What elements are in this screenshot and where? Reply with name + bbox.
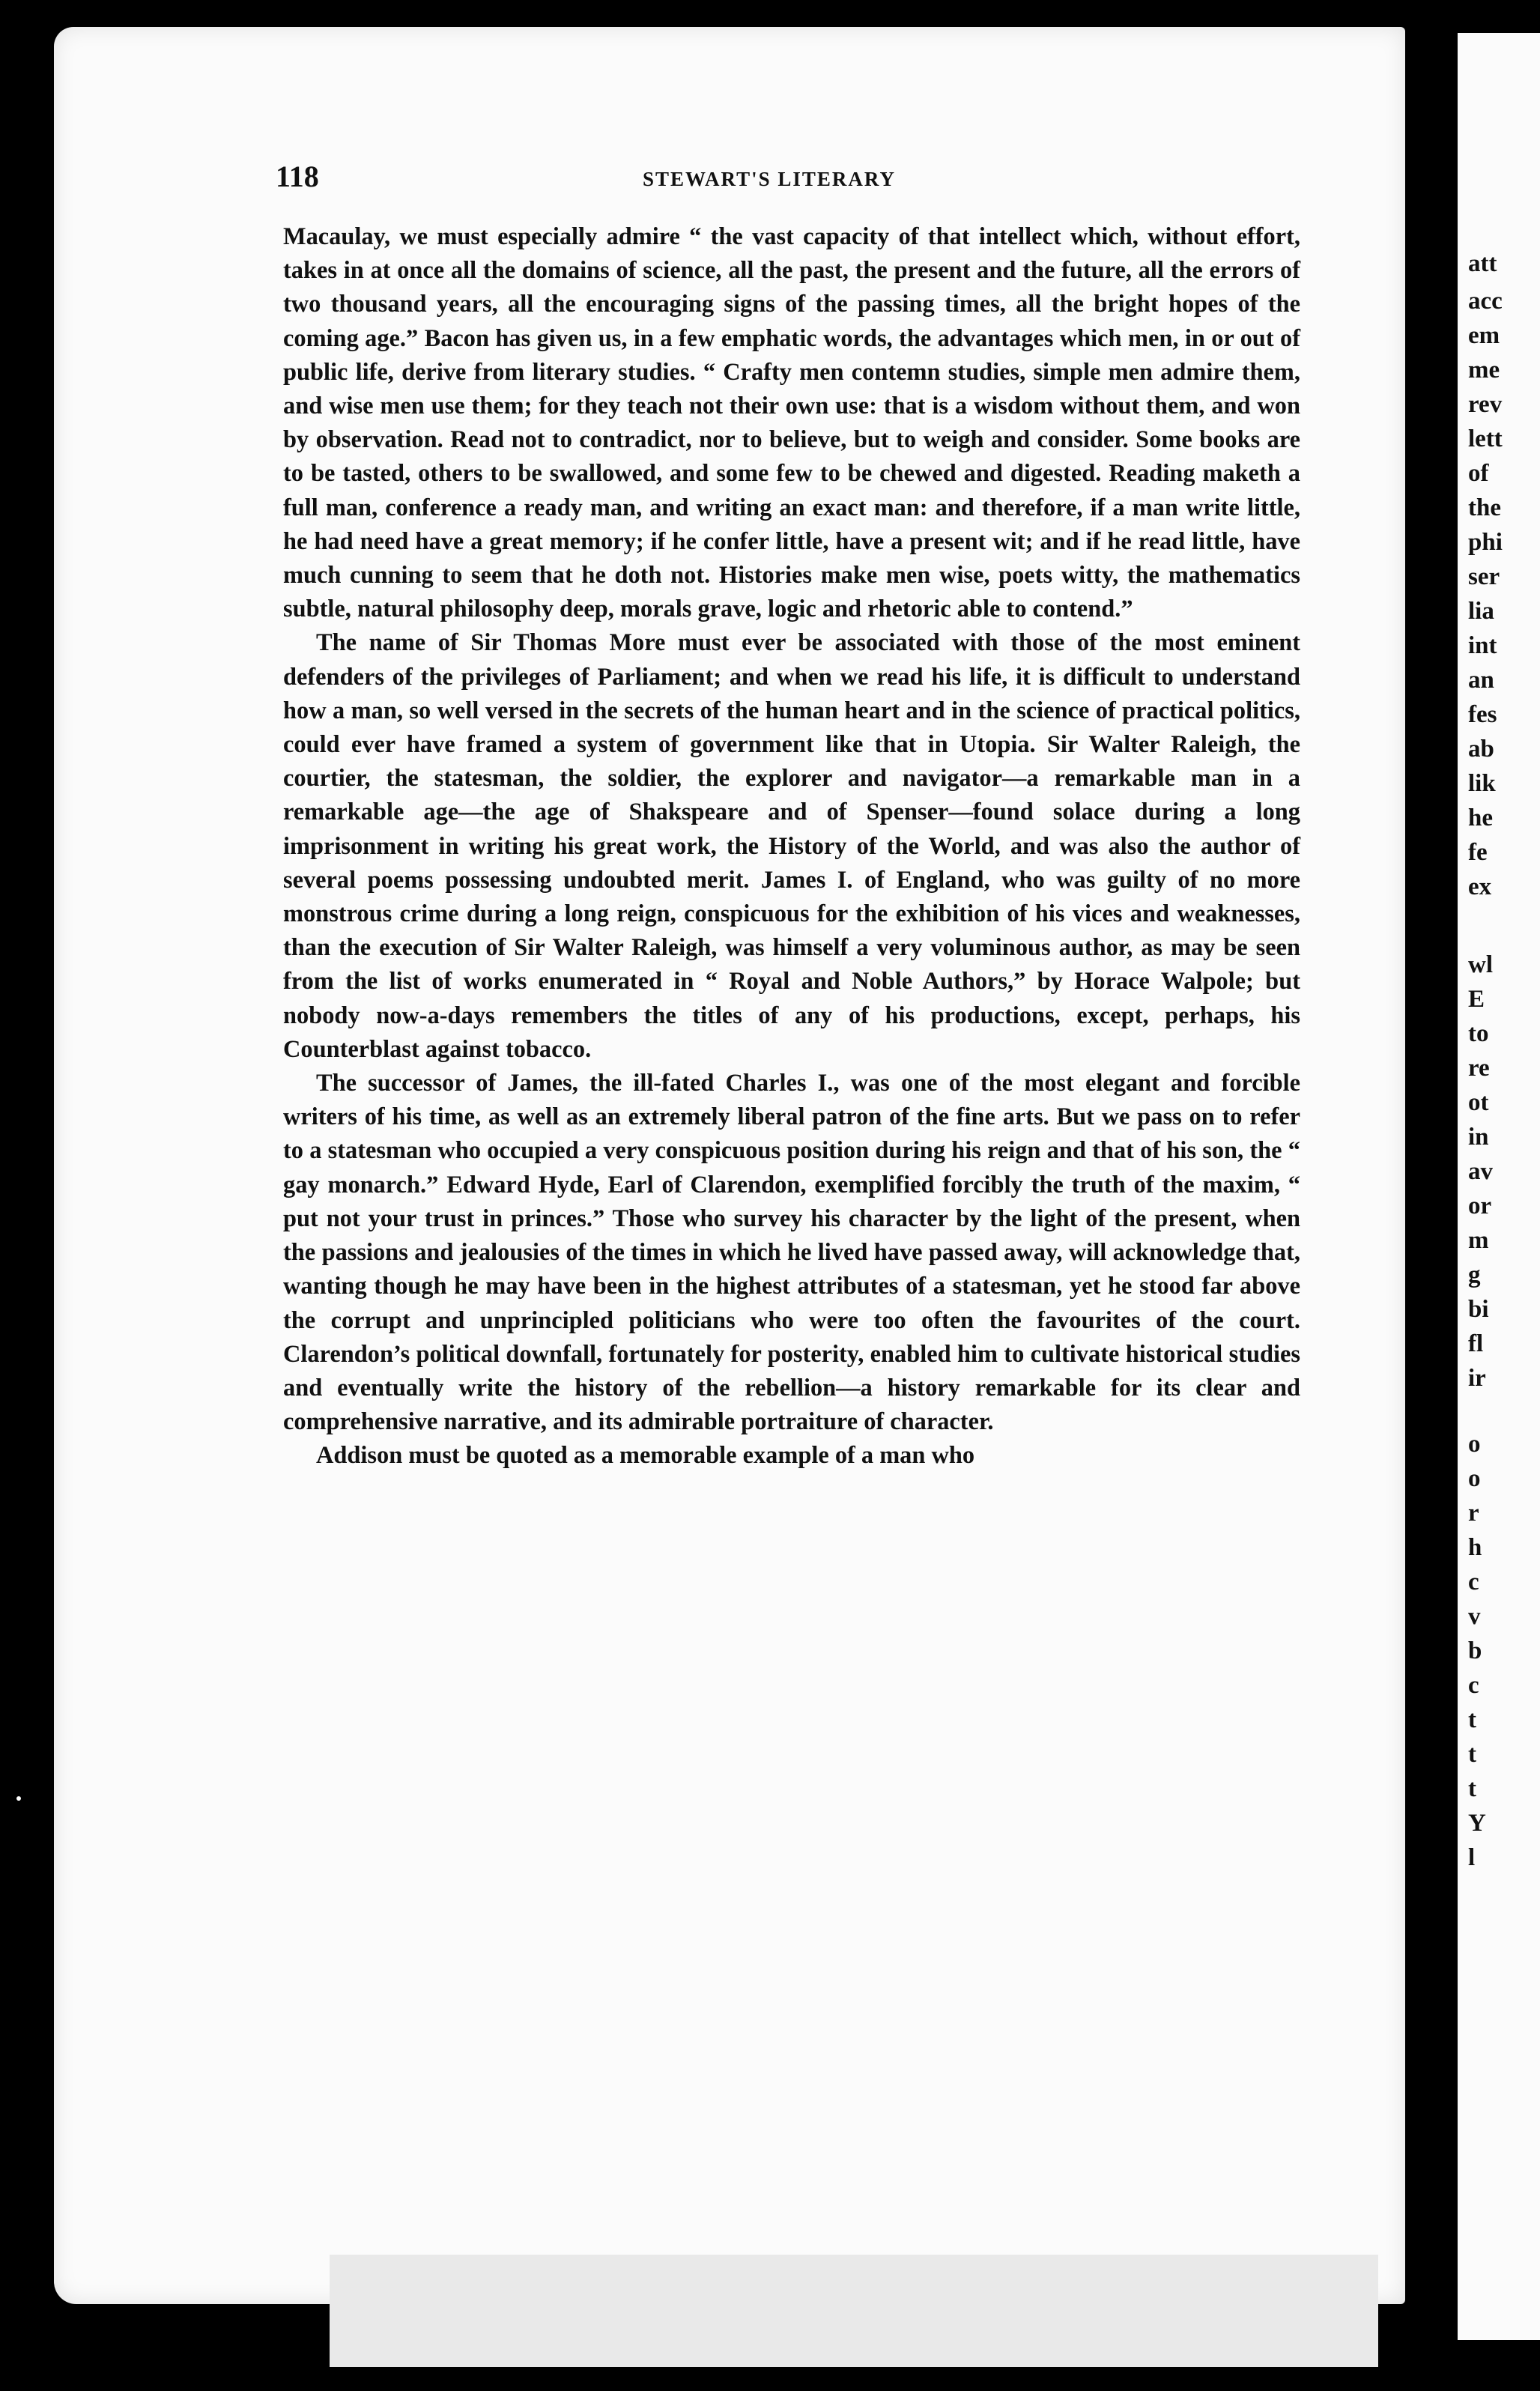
adjacent-page-fragment: ex [1468,873,1492,900]
running-head: STEWART'S LITERARY [643,168,896,190]
adjacent-page-fragment: c [1468,1672,1479,1699]
adjacent-page-fragment: lett [1468,425,1503,452]
adjacent-page-fragment: me [1468,357,1500,384]
adjacent-page-fragment: lia [1468,598,1494,625]
adjacent-page-fragment: acc [1468,288,1503,315]
paragraph-macaulay-bacon: Macaulay, we must especially admire “ the vast capacity of that intellect which, without effort, takes in at once all the domains of science, all the past, the present and the future, all the errors of two thousand years, all the encouraging signs of the passing times, all the bright hopes of the coming age.” Bacon has given us, in a few emphatic words, the advantages which men, in or out of public life, derive from literary studies. “ Crafty men contemn studies, simple men admire them, and wise men use them; for they teach not their own use: that is a wisdom without them, and won by observation. Read not to contradict, nor to believe, but to weigh and consider. Some books are to be tasted, others to be swallowed, and some few to be chewed and digested. Reading maketh a full man, conference a ready man, and writing an exact man: and therefore, if a man write little, he had need have a great memory; if he confer little, have a present wit; and if he read little, have much cunning to seem that he doth not. Histories make men wise, poets witty, the mathematics subtle, natural philosophy deep, morals grave, logic and rhetoric able to contend.” [283,223,1300,623]
adjacent-page-fragment: ir [1468,1365,1486,1392]
adjacent-page-fragment: v [1468,1603,1481,1630]
scan-speck [16,1796,21,1801]
adjacent-page-fragment: of [1468,460,1489,487]
adjacent-page-fragment: lik [1468,770,1496,797]
adjacent-page-fragment: r [1468,1500,1479,1527]
adjacent-page-fragment: rev [1468,391,1503,418]
adjacent-page-fragment: ot [1468,1089,1489,1116]
page-body [283,220,1300,1473]
page-edge-strip [330,2255,1378,2367]
adjacent-page-fragment: em [1468,322,1500,349]
adjacent-page-fragment: o [1468,1431,1481,1458]
page-number: 118 [276,160,319,193]
adjacent-page-fragment: an [1468,667,1494,694]
adjacent-page-fragment: E [1468,986,1485,1013]
adjacent-page-fragment: t [1468,1706,1476,1733]
adjacent-page-fragment: phi [1468,529,1503,556]
adjacent-page-fragment: Y [1468,1810,1486,1837]
adjacent-page-fragment: g [1468,1261,1481,1288]
adjacent-page-fragment: b [1468,1637,1482,1664]
adjacent-page-fragment: bi [1468,1296,1489,1323]
adjacent-page-fragment: o [1468,1465,1481,1492]
adjacent-page-fragment: t [1468,1741,1476,1768]
adjacent-page-fragment: or [1468,1193,1492,1219]
adjacent-page-fragment: l [1468,1844,1476,1871]
adjacent-page-fragment: fes [1468,701,1497,728]
paragraph-more-raleigh: The name of Sir Thomas More must ever be associated with those of the most eminent defenders of the privileges of Parliament; and when we read his life, it is difficult to understand how a man, so well versed in the secrets of the human heart and in the science of practical politics, could ever have framed a system of government like that in Utopia. Sir Walter Raleigh, the courtier, the statesman, the soldier, the explorer and navigator—a remarkable man in a remarkable age—the age of Shakspeare and of Spenser—found solace during a long imprisonment in writing his great work, the History of the World, and was also the author of several poems possessing undoubted merit. James I. of England, who was guilty of no more monstrous crime during a long reign, conspicuous for the exhibition of his vices and weaknesses, than the execution of Sir Walter Raleigh, was himself a very voluminous author, as may be seen from the list of works enumerated in “ Royal and Noble Authors,” by Horace Walpole; but nobody now-a-days remembers the titles of any of his productions, except, perhaps, his Counterblast against tobacco. [283,629,1300,1063]
adjacent-page-fragment: att [1468,250,1497,277]
adjacent-page-fragment: fe [1468,839,1488,866]
adjacent-page-fragment: c [1468,1569,1479,1595]
adjacent-page-edge [1458,33,1540,2340]
adjacent-page-fragment: wl [1468,951,1493,978]
adjacent-page-fragment: ser [1468,563,1500,590]
adjacent-page-fragment: m [1468,1227,1489,1254]
adjacent-page-fragment: re [1468,1055,1490,1082]
page-header [276,159,1309,198]
adjacent-page-fragment: int [1468,632,1497,659]
adjacent-page-fragment: to [1468,1020,1489,1047]
adjacent-page-fragment: av [1468,1158,1493,1185]
adjacent-page-fragment: fl [1468,1330,1484,1357]
adjacent-page-fragment: he [1468,804,1493,831]
paragraph-charles-clarendon: The successor of James, the ill-fated Charles I., was one of the most elegant and forcible writers of his time, as well as an extremely liberal patron of the fine arts. But we pass on to refer to a statesman who occupied a very conspicuous position during his reign and that of his son, the “ gay monarch.” Edward Hyde, Earl of Clarendon, exemplified forcibly the truth of the maxim, “ put not your trust in princes.” Those who survey his character by the light of the present, when the passions and jealousies of the times in which he lived have passed away, will acknowledge that, wanting though he may have been in the highest attributes of a statesman, yet he stood far above the corrupt and unprincipled politicians who were too often the favourites of the court. Clarendon’s political downfall, fortunately for posterity, enabled him to cultivate historical studies and eventually write the history of the rebellion—a history remarkable for its clear and comprehensive narrative, and its admirable portraiture of character. [283,1070,1300,1436]
adjacent-page-fragment: ab [1468,736,1494,763]
adjacent-page-fragment: in [1468,1124,1489,1151]
adjacent-page-fragment: the [1468,494,1501,521]
paragraph-addison: Addison must be quoted as a memorable example of a man who [316,1442,975,1470]
adjacent-page-fragment: t [1468,1775,1476,1802]
adjacent-page-fragment: h [1468,1534,1482,1561]
